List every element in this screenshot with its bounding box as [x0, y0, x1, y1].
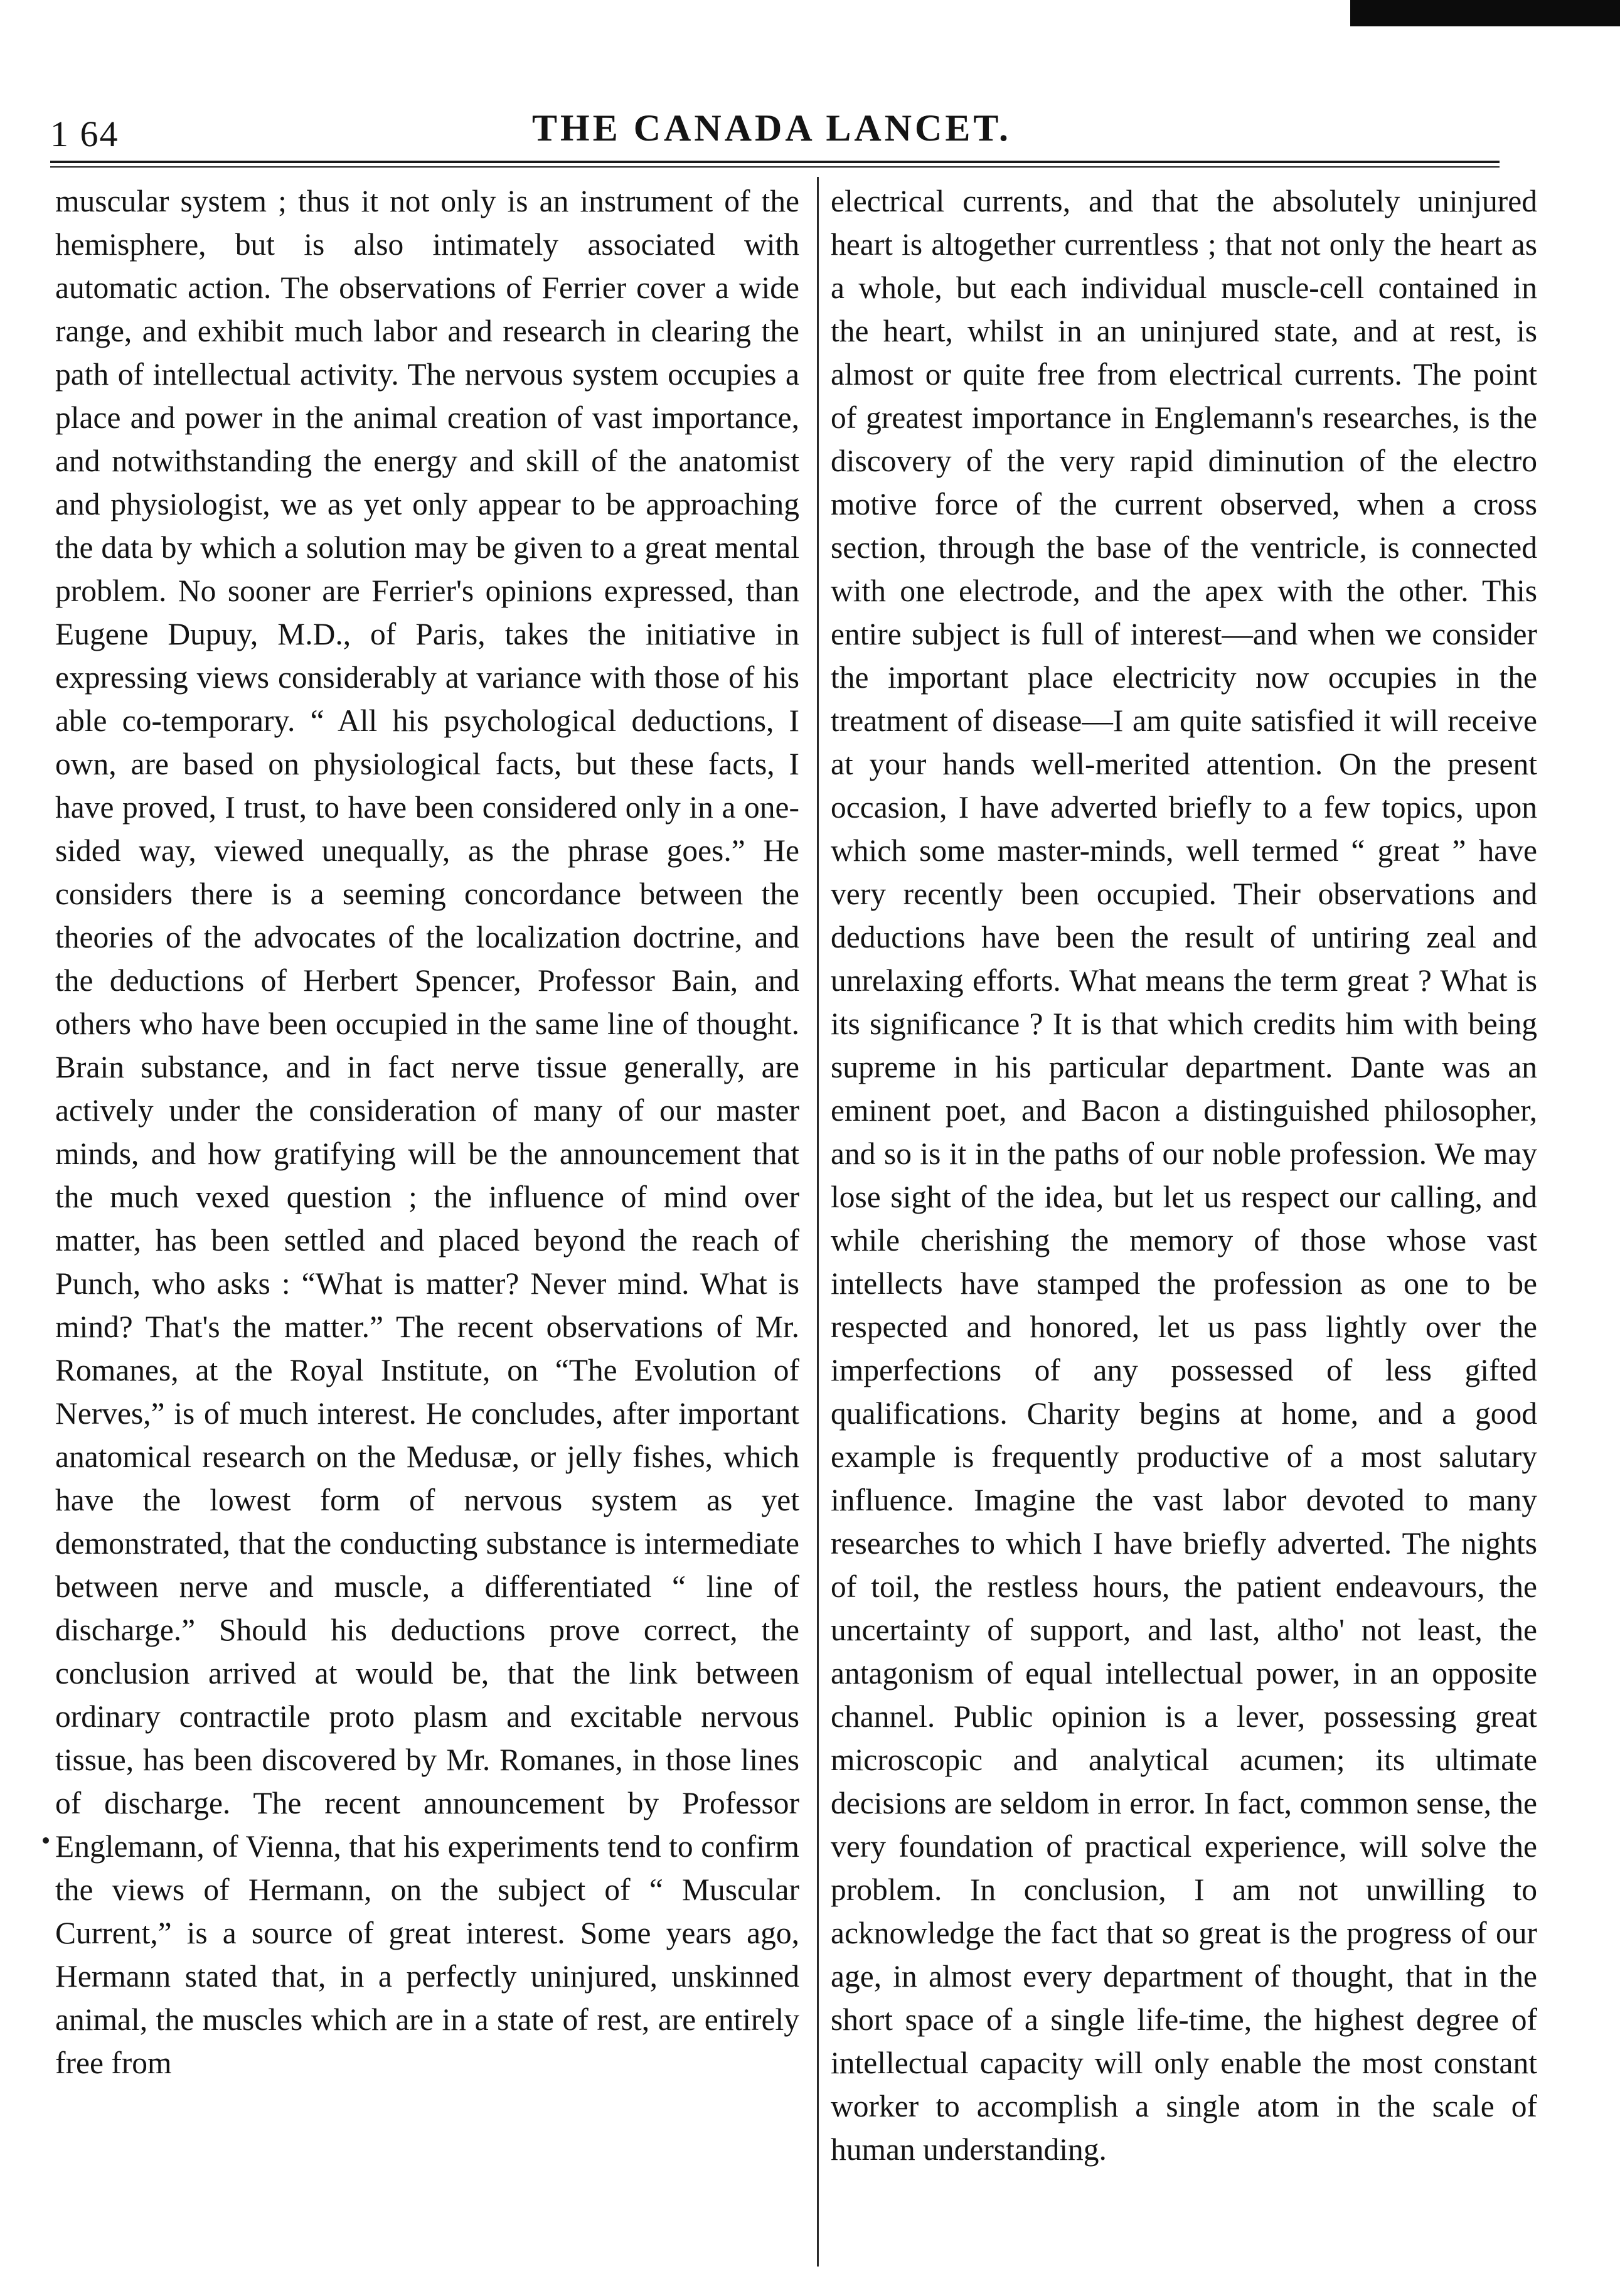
journal-title: THE CANADA LANCET. — [532, 107, 1011, 149]
margin-mark — [43, 1837, 49, 1844]
page-number: 1 64 — [50, 114, 119, 154]
header-rule-thin — [50, 166, 1500, 168]
right-column-text: electrical currents, and that the absolutely uninjured heart is altogether currentless ; that not only the heart as a whole, but each individual muscle-cell contained in the heart, whilst in an uninjured state, and at rest, is almost or quite free from electrical currents. The point of greatest importance in Englemann's researches, is the discovery of the very rapid diminution of the electro motive force of the current observed, when a cross section, through the base of the ventricle, is connected with one electrode, and the apex with the other. This entire subject is full of interest—and when we consider the important place electricity now occupies in the treatment of disease—I am quite satisfied it will receive at your hands well-merited attention. On the present occasion, I have adverted briefly to a few topics, upon which some master-minds, well termed “ great ” have very recently been occupied. Their observations and deductions have been the result of untiring zeal and unrelaxing efforts. What means the term great ? What is its significance ? It is that which credits him with being supreme in his particular department. Dante was an eminent poet, and Bacon a distinguished philosopher, and so is it in the paths of our noble profession. We may lose sight of the idea, but let us respect our calling, and while cherishing the memory of those whose vast intellects have stamped the profession as one to be respected and honored, let us pass lightly over the imperfections of any possessed of less gifted qualifications. Charity begins at home, and a good example is frequently productive of a most salutary influence. Imagine the vast labor devoted to many researches to which I have briefly adverted. The nights of toil, the restless hours, the patient endeavours, the uncertainty of support, and last, altho' not least, the antagonism of equal intellectual power, in an opposite channel. Public opinion is a lever, possessing great microscopic and analytical acumen; its ultimate decisions are seldom in error. In fact, common sense, the very foundation of practical experience, will solve the problem. In conclusion, I am not unwilling to acknowledge the fact that so great is the progress of our age, in almost every department of thought, that in the short space of a single life-time, the highest degree of intellectual capacity will only enable the most constant worker to accomplish a single atom in the scale of human understanding. — [831, 184, 1537, 2167]
page-header — [50, 107, 1493, 157]
scan-corner-mark — [1350, 0, 1620, 26]
header-rule-thick — [50, 161, 1500, 163]
column-divider — [817, 177, 819, 2267]
left-column-text: muscular system ; thus it not only is an instrument of the hemisphere, but is also intimately associated with automatic action. The observations of Ferrier cover a wide range, and exhibit much labor and research in clearing the path of intellectual activity. The nervous system occupies a place and power in the animal creation of vast importance, and notwithstanding the energy and skill of the anatomist and physiologist, we as yet only appear to be approaching the data by which a solution may be given to a great mental problem. No sooner are Ferrier's opinions expressed, than Eugene Dupuy, M.D., of Paris, takes the initiative in expressing views considerably at variance with those of his able co-temporary. “ All his psychological deductions, I own, are based on physiological facts, but these facts, I have proved, I trust, to have been considered only in a one-sided way, viewed unequally, as the phrase goes.” He considers there is a seeming concordance between the theories of the advocates of the localization doctrine, and the deductions of Herbert Spencer, Professor Bain, and others who have been occupied in the same line of thought. Brain substance, and in fact nerve tissue generally, are actively under the consideration of many of our master minds, and how gratifying will be the announcement that the much vexed question ; the influence of mind over matter, has been settled and placed beyond the reach of Punch, who asks : “What is matter? Never mind. What is mind? That's the matter.” The recent observations of Mr. Romanes, at the Royal Institute, on “The Evolution of Nerves,” is of much interest. He concludes, after important anatomical research on the Medusæ, or jelly fishes, which have the lowest form of nervous system as yet demonstrated, that the conducting substance is intermediate between nerve and muscle, a differentiated “ line of discharge.” Should his deductions prove correct, the conclusion arrived at would be, that the link between ordinary contractile proto plasm and excitable nervous tissue, has been discovered by Mr. Romanes, in those lines of discharge. The recent announcement by Professor Englemann, of Vienna, that his experiments tend to confirm the views of Hermann, on the subject of “ Muscular Current,” is a source of great interest. Some years ago, Hermann stated that, in a perfectly uninjured, unskinned animal, the muscles which are in a state of rest, are entirely free from — [55, 184, 799, 2080]
